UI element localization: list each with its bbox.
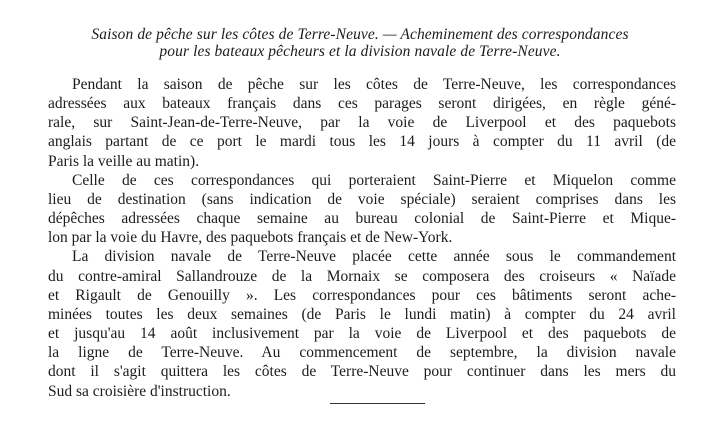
text-line: adressées aux bateaux français dans ces parages seront dirigées, en règle géné- bbox=[48, 95, 676, 113]
section-divider bbox=[330, 403, 425, 404]
body-text bbox=[48, 75, 676, 401]
heading-line-1: Saison de pêche sur les côtes de Terre-Neuve. — Acheminement des correspondances bbox=[91, 26, 629, 43]
text-line: Pendant la saison de pêche sur les côtes de Terre-Neuve, les correspondances bbox=[72, 76, 676, 93]
text-line: la ligne de Terre-Neuve. Au commencement de septembre, la division navale bbox=[48, 344, 676, 362]
section-heading bbox=[40, 26, 680, 60]
paragraph-1 bbox=[48, 75, 676, 171]
text-line: dépêches adressées chaque semaine au bureau colonial de Saint-Pierre et Mique- bbox=[48, 210, 676, 228]
text-line: Celle de ces correspondances qui porteraient Saint-Pierre et Miquelon comme bbox=[72, 171, 676, 189]
paragraph-3 bbox=[48, 247, 676, 400]
text-line: dont il s'agit quittera les côtes de Terre-Neuve pour continuer dans les mers du bbox=[48, 363, 676, 381]
text-line: et jusqu'au 14 août inclusivement par la voie de Liverpool et des paquebots de bbox=[48, 325, 676, 343]
text-line: anglais partant de ce port le mardi tous les 14 jours à compter du 11 avril (de bbox=[48, 133, 676, 151]
text-line: La division navale de Terre-Neuve placée cette année sous le commandement bbox=[72, 248, 676, 266]
heading-line-2: pour les bateaux pêcheurs et la division navale de Terre-Neuve. bbox=[159, 43, 561, 60]
text-line: minées toutes les deux semaines (de Paris le lundi matin) à compter du 24 avril bbox=[48, 305, 676, 323]
text-line: rale, sur Saint-Jean-de-Terre-Neuve, par la voie de Liverpool et des paquebots bbox=[48, 114, 676, 132]
paragraph-2 bbox=[48, 171, 676, 248]
text-line: et Rigault de Genouilly ». Les correspondances pour ces bâtiments seront ache- bbox=[48, 286, 676, 304]
text-line: Paris la veille au matin). bbox=[48, 152, 200, 170]
text-line: lon par la voie du Havre, des paquebots français et de New-York. bbox=[48, 229, 453, 247]
text-line: Sud sa croisière d'instruction. bbox=[48, 382, 231, 400]
text-line: lieu de destination (sans indication de voie spéciale) seraient comprises dans les bbox=[48, 190, 676, 208]
text-line: du contre-amiral Sallandrouze de la Mornaix se composera des croiseurs « Naïade bbox=[48, 267, 676, 285]
